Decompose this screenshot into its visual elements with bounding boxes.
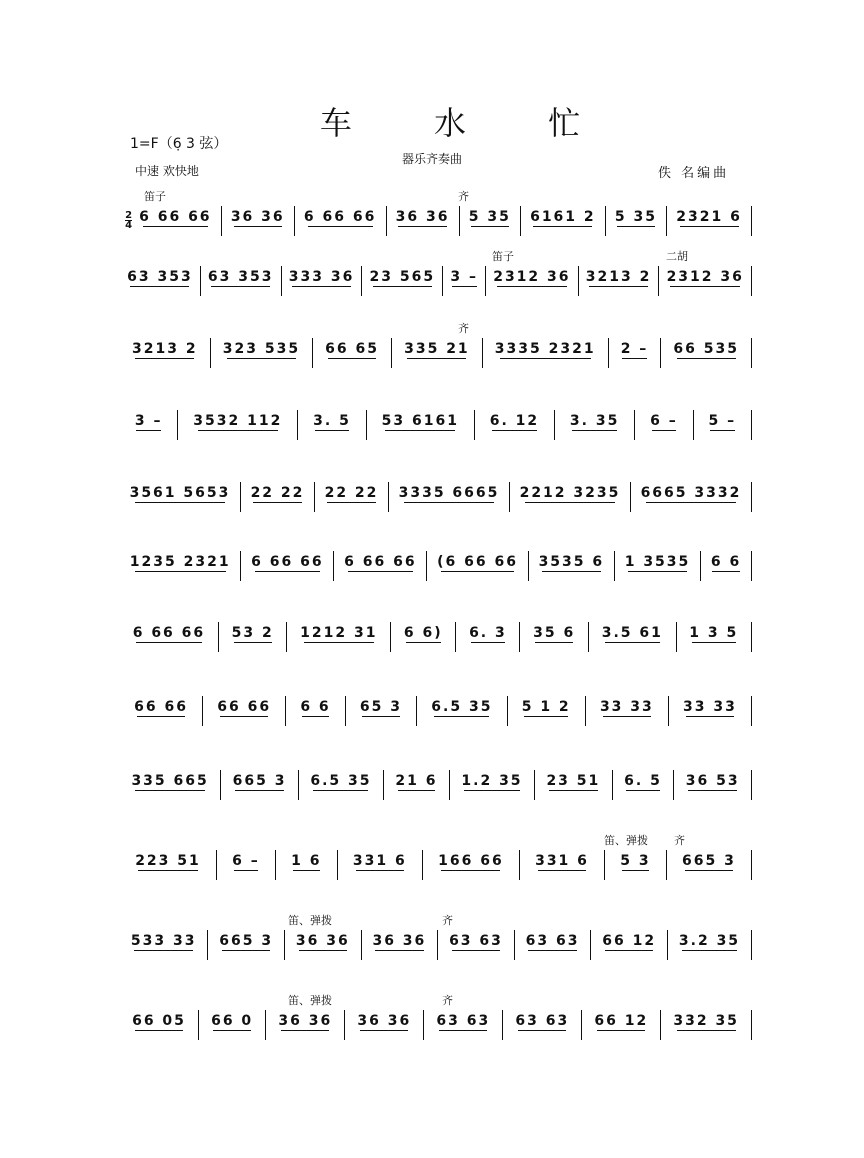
measure	[333, 551, 426, 581]
measure	[177, 410, 297, 440]
measure-notes: 6 6)	[403, 625, 443, 641]
measure-notes: 36 53	[685, 773, 740, 789]
measure-notes: 2321 6	[676, 209, 742, 225]
measure-notes: 36 36	[357, 1013, 412, 1029]
measure-notes: 6. 3	[469, 625, 507, 641]
measure-notes: 2 –	[620, 341, 649, 357]
measure	[265, 1010, 344, 1040]
measure	[216, 850, 275, 880]
measure	[281, 266, 362, 296]
measure	[120, 850, 216, 880]
score-system	[120, 912, 752, 972]
measure-notes: 533 33	[130, 933, 197, 949]
measure	[700, 551, 751, 581]
instrument-annotation: 齐	[458, 322, 469, 335]
score-system	[120, 992, 752, 1052]
measure	[120, 696, 202, 726]
measure-notes: 53 2	[231, 625, 274, 641]
measure-notes: 335 21	[404, 341, 470, 357]
measure-notes: 665 3	[219, 933, 274, 949]
measure-notes: 5 3	[620, 853, 651, 869]
measure	[120, 266, 200, 296]
measure-notes: 66 0	[211, 1013, 254, 1029]
measure	[519, 622, 588, 652]
measure	[120, 551, 240, 581]
measure-notes: 63 63	[515, 1013, 570, 1029]
measure	[658, 266, 751, 296]
measure-notes: 63 63	[525, 933, 580, 949]
measure	[221, 206, 294, 236]
measure-notes: 6 66 66	[303, 209, 377, 225]
measure	[502, 1010, 581, 1040]
measure	[361, 930, 438, 960]
score-system	[120, 464, 752, 524]
measure-notes: 1 3 5	[689, 625, 739, 641]
measure	[297, 410, 365, 440]
measure	[507, 696, 585, 726]
measure	[634, 410, 692, 440]
measure	[482, 338, 608, 368]
measure-notes: 166 66	[438, 853, 504, 869]
measure	[590, 930, 667, 960]
measure-notes: 2212 3235	[519, 485, 621, 501]
measure-notes: 21 6	[395, 773, 438, 789]
measure	[275, 850, 337, 880]
measure	[614, 551, 700, 581]
measure	[120, 930, 207, 960]
instrument-annotation: 笛、弹拨	[288, 914, 332, 927]
measure-notes: 3335 2321	[494, 341, 596, 357]
measure-notes: 3561 5653	[129, 485, 231, 501]
measure-notes: 22 22	[324, 485, 379, 501]
measure-notes: 6 66 66	[139, 209, 212, 225]
measure-notes: 36 36	[278, 1013, 333, 1029]
measure	[284, 930, 361, 960]
measure	[667, 930, 751, 960]
composer-credit: 佚 名编曲	[658, 166, 730, 181]
measure-notes: 6. 5	[624, 773, 662, 789]
time-signature: 2 4	[125, 210, 133, 231]
measure-notes: 331 6	[535, 853, 589, 869]
measure-notes: 66 65	[325, 341, 379, 357]
measure	[337, 850, 422, 880]
measure	[120, 1010, 198, 1040]
measure	[298, 770, 383, 800]
measure	[345, 696, 416, 726]
measure	[666, 206, 751, 236]
instrument-annotation: 笛子	[492, 250, 514, 263]
measure-notes: 6 66 66	[251, 554, 324, 570]
measure	[437, 930, 514, 960]
measure-notes: 33 33	[683, 699, 737, 715]
measure-notes: 223 51	[135, 853, 201, 869]
measure-notes: 36 36	[295, 933, 350, 949]
measure	[474, 410, 554, 440]
measure-notes: 1.2 35	[461, 773, 523, 789]
score-system	[120, 678, 752, 738]
measure	[534, 770, 612, 800]
measure	[426, 551, 527, 581]
score-system	[120, 604, 752, 664]
measure	[416, 696, 506, 726]
measure-notes: 36 36	[230, 209, 285, 225]
measure-notes: 332 35	[673, 1013, 739, 1029]
measure-notes: 63 353	[207, 269, 274, 285]
measure	[312, 338, 391, 368]
measure	[294, 206, 386, 236]
measure	[449, 770, 534, 800]
measure	[422, 850, 519, 880]
measure-notes: 323 535	[222, 341, 301, 357]
measure-notes: 66 66	[134, 699, 188, 715]
measure-notes: 3535 6	[538, 554, 605, 570]
measure	[660, 1010, 751, 1040]
instrument-annotation: 齐	[458, 190, 469, 203]
measure	[519, 850, 604, 880]
measure	[520, 206, 605, 236]
measure-notes: 36 36	[372, 933, 427, 949]
measure-notes: 2312 36	[493, 269, 571, 285]
score-system	[120, 320, 752, 380]
instrument-annotation: 齐	[674, 834, 685, 847]
measure	[210, 338, 312, 368]
measure-notes: 66 12	[602, 933, 657, 949]
measure-notes: 63 353	[127, 269, 193, 285]
measure-notes: 3532 112	[193, 413, 283, 429]
measure-notes: 3. 5	[313, 413, 351, 429]
score-title: 车 水 忙	[319, 104, 617, 142]
measure-notes: 33 33	[599, 699, 654, 715]
measure	[554, 410, 634, 440]
measure-notes: 6 6	[300, 699, 331, 715]
measure	[390, 622, 455, 652]
measure-notes: 6 –	[650, 413, 678, 429]
measure	[120, 338, 210, 368]
measure-notes: 53 6161	[381, 413, 459, 429]
measure	[218, 622, 287, 652]
measure	[314, 482, 388, 512]
measure-notes: 6 66 66	[132, 625, 206, 641]
measure-notes: 23 565	[369, 269, 436, 285]
measure	[660, 338, 751, 368]
score-system	[120, 832, 752, 892]
score-system	[120, 188, 752, 248]
measure	[630, 482, 751, 512]
measure	[120, 622, 218, 652]
measure	[578, 266, 659, 296]
measure-notes: 35 6	[533, 625, 576, 641]
measure	[666, 850, 751, 880]
measure-notes: 5 35	[468, 209, 511, 225]
measure	[668, 696, 751, 726]
measure	[240, 551, 333, 581]
measure-notes: 333 36	[288, 269, 355, 285]
measure-notes: 6.5 35	[431, 699, 493, 715]
instrument-annotation: 笛、弹拨	[604, 834, 648, 847]
measure-notes: 6 66 66	[344, 554, 417, 570]
measure-notes: 665 3	[232, 773, 287, 789]
measure-notes: 6665 3332	[640, 485, 742, 501]
measure	[442, 266, 485, 296]
instrument-annotation: 笛子	[144, 190, 166, 203]
measure	[581, 1010, 660, 1040]
measure	[676, 622, 751, 652]
measure-notes: 3. 35	[569, 413, 620, 429]
measure	[220, 770, 298, 800]
measure-notes: 3213 2	[132, 341, 198, 357]
measure-notes: 66 66	[217, 699, 272, 715]
score-system	[120, 248, 752, 308]
measure-notes: 3.5 61	[601, 625, 663, 641]
measure	[693, 410, 751, 440]
measure	[386, 206, 459, 236]
measure	[120, 482, 240, 512]
measure-notes: 66 05	[132, 1013, 186, 1029]
measure-notes: 3335 6665	[398, 485, 500, 501]
measure	[286, 622, 390, 652]
measure	[588, 622, 676, 652]
measure-notes: 5 –	[708, 413, 737, 429]
score-system	[120, 392, 752, 452]
measure-notes: 3213 2	[585, 269, 652, 285]
measure	[605, 206, 666, 236]
instrument-annotation: 二胡	[666, 250, 688, 263]
measure-notes: 331 6	[352, 853, 407, 869]
instrument-annotation: 笛、弹拨	[288, 994, 332, 1007]
measure-notes: 2312 36	[666, 269, 744, 285]
tempo-marking: 中速 欢快地	[135, 164, 199, 178]
measure-notes: 6161 2	[530, 209, 596, 225]
key-signature: 1=F（6̣ 3 弦）	[130, 136, 228, 152]
measure-notes: 6.5 35	[310, 773, 372, 789]
measure	[120, 410, 177, 440]
measure	[344, 1010, 423, 1040]
measure-notes: 23 51	[546, 773, 601, 789]
measure	[198, 1010, 265, 1040]
measure	[673, 770, 751, 800]
score-subtitle: 器乐齐奏曲	[401, 152, 462, 166]
measure-notes: 65 3	[359, 699, 403, 715]
measure-notes: (6 66 66	[437, 554, 519, 570]
instrument-annotation: 齐	[442, 994, 453, 1007]
measure	[604, 850, 666, 880]
measure-notes: 3 –	[134, 413, 163, 429]
measure-notes: 63 63	[436, 1013, 491, 1029]
measure	[459, 206, 520, 236]
measure	[200, 266, 281, 296]
measure-notes: 66 12	[594, 1013, 649, 1029]
score-system	[120, 752, 752, 812]
measure	[514, 930, 591, 960]
measure	[485, 266, 578, 296]
measure-notes: 6. 12	[489, 413, 540, 429]
measure	[202, 696, 285, 726]
measure-notes: 66 535	[673, 341, 739, 357]
measure	[608, 338, 661, 368]
measure-notes: 3 –	[450, 269, 478, 285]
measure-notes: 6 –	[232, 853, 260, 869]
measure-notes: 1212 31	[300, 625, 378, 641]
score-system	[120, 533, 752, 593]
measure-notes: 5 35	[614, 209, 658, 225]
measure	[612, 770, 674, 800]
measure-notes: 665 3	[682, 853, 736, 869]
measure-notes: 1 3535	[624, 554, 691, 570]
measure	[285, 696, 345, 726]
measure	[509, 482, 630, 512]
measure	[120, 206, 221, 236]
measure	[383, 770, 449, 800]
measure	[528, 551, 614, 581]
measure	[585, 696, 668, 726]
measure-notes: 335 665	[131, 773, 209, 789]
measure-notes: 1235 2321	[129, 554, 231, 570]
measure	[423, 1010, 502, 1040]
measure-notes: 3.2 35	[678, 933, 741, 949]
measure-notes: 5 1 2	[521, 699, 571, 715]
measure-notes: 36 36	[395, 209, 450, 225]
measure	[366, 410, 474, 440]
measure	[391, 338, 482, 368]
measure	[455, 622, 519, 652]
measure	[361, 266, 442, 296]
measure-notes: 1 6	[291, 853, 322, 869]
instrument-annotation: 齐	[442, 914, 453, 927]
measure-notes: 6 6	[710, 554, 742, 570]
measure	[207, 930, 284, 960]
measure	[388, 482, 509, 512]
measure-notes: 22 22	[250, 485, 305, 501]
measure	[120, 770, 220, 800]
measure	[240, 482, 314, 512]
measure-notes: 63 63	[449, 933, 503, 949]
